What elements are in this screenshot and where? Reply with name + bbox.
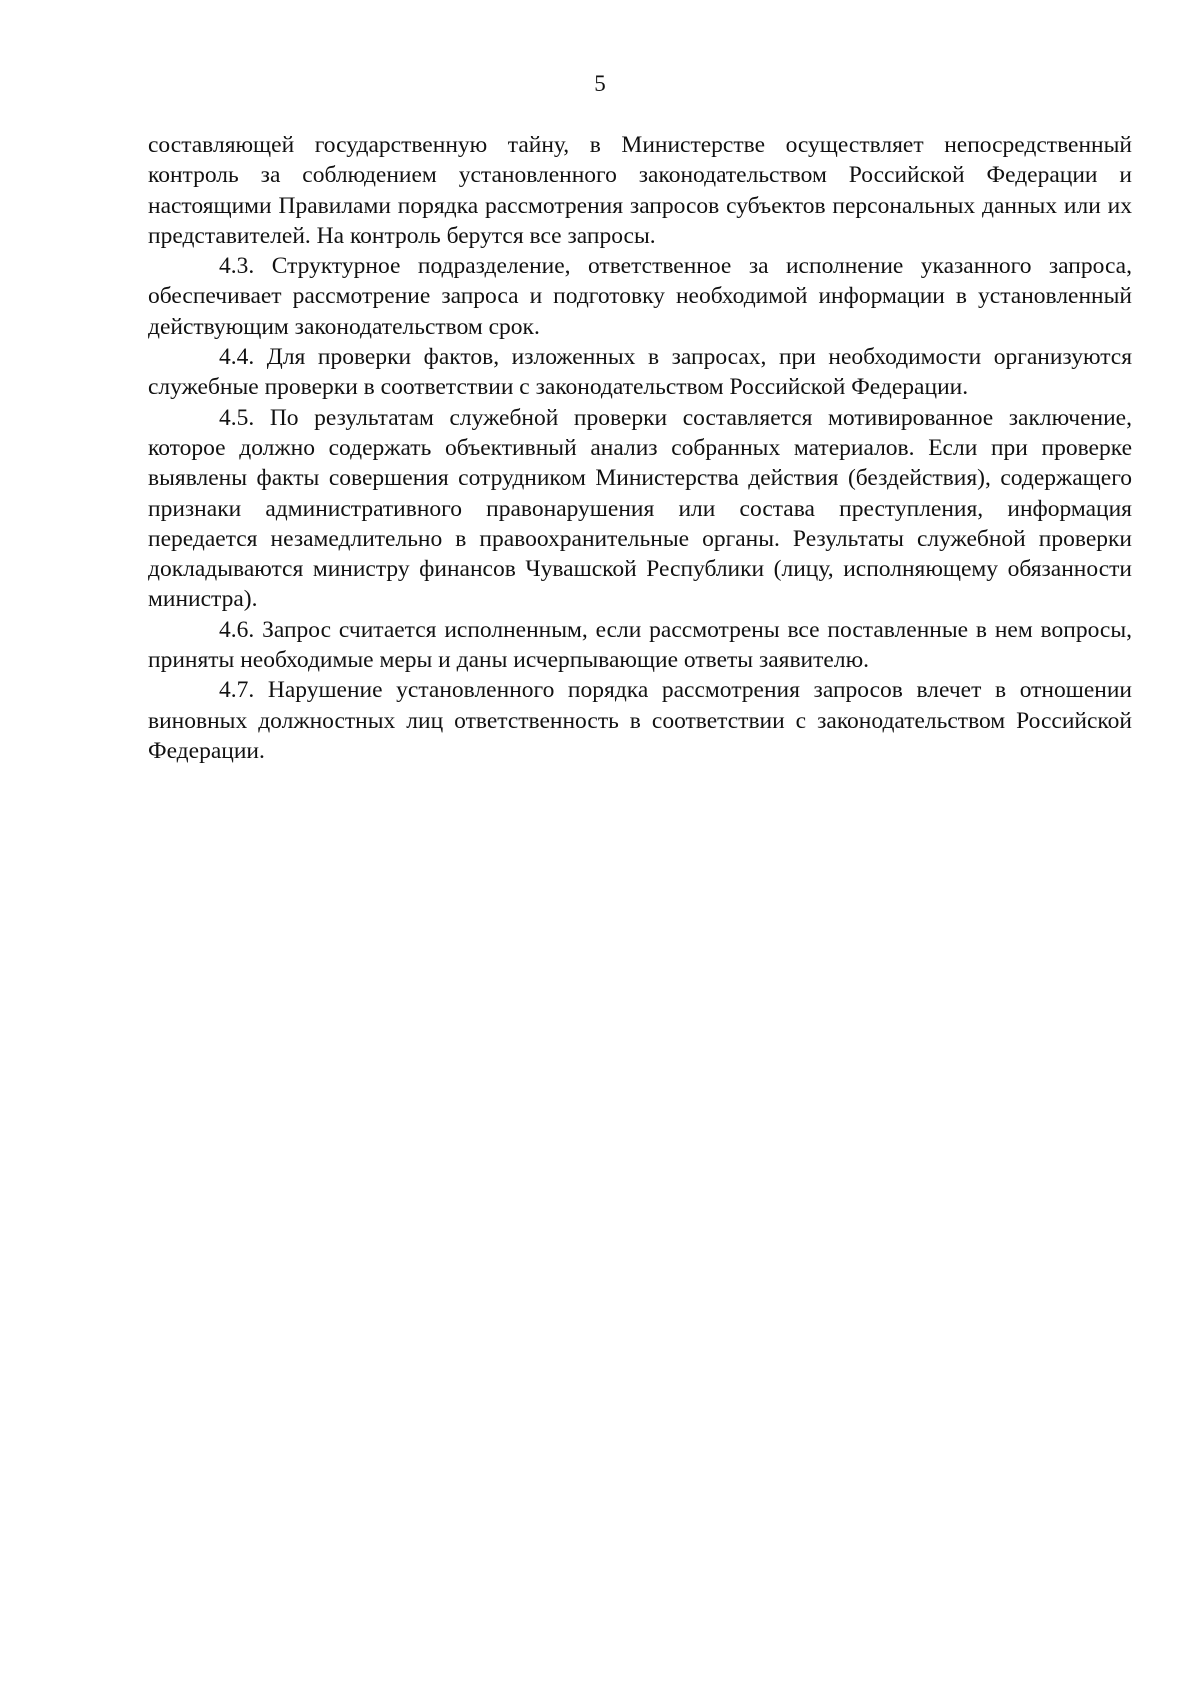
paragraph-continuation: составляющей государственную тайну, в Министерстве осуществляет непосредственный контроль за соблюдением установленного законодательством Российской Федерации и настоящими Правилами порядка рассмотрения запросов субъектов персональных данных или их представителей. На контроль берутся все запросы. [148,132,1132,249]
document-body [148,130,1132,766]
paragraph-4-7: 4.7. Нарушение установленного порядка рассмотрения запросов влечет в отношении виновных должностных лиц ответственность в соответствии с законодательством Российской Федерации. [148,677,1132,764]
paragraph-4-6: 4.6. Запрос считается исполненным, если рассмотрены все поставленные в нем вопросы, приняты необходимые меры и даны исчерпывающие ответы заявителю. [148,616,1132,674]
paragraph-4-4: 4.4. Для проверки фактов, изложенных в запросах, при необходимости организуются служебные проверки в соответствии с законодательством Российской Федерации. [148,344,1132,401]
paragraph-4-3: 4.3. Структурное подразделение, ответственное за исполнение указанного запроса, обеспечивает рассмотрение запроса и подготовку необходимой информации в установленный действующим законодательством срок. [148,253,1132,340]
page-number: 5 [594,71,606,96]
paragraph-4-5: 4.5. По результатам служебной проверки составляется мотивированное заключение, которое должно содержать объективный анализ собранных материалов. Если при проверке выявлены факты совершения сотрудником Министерства действия (бездействия), содержащего признаки административного правонарушения или состава преступления, информация передается незамедлительно в правоохранительные органы. Результаты служебной проверки докладываются министру финансов Чувашской Республики (лицу, исполняющему обязанности министра). [148,404,1132,613]
